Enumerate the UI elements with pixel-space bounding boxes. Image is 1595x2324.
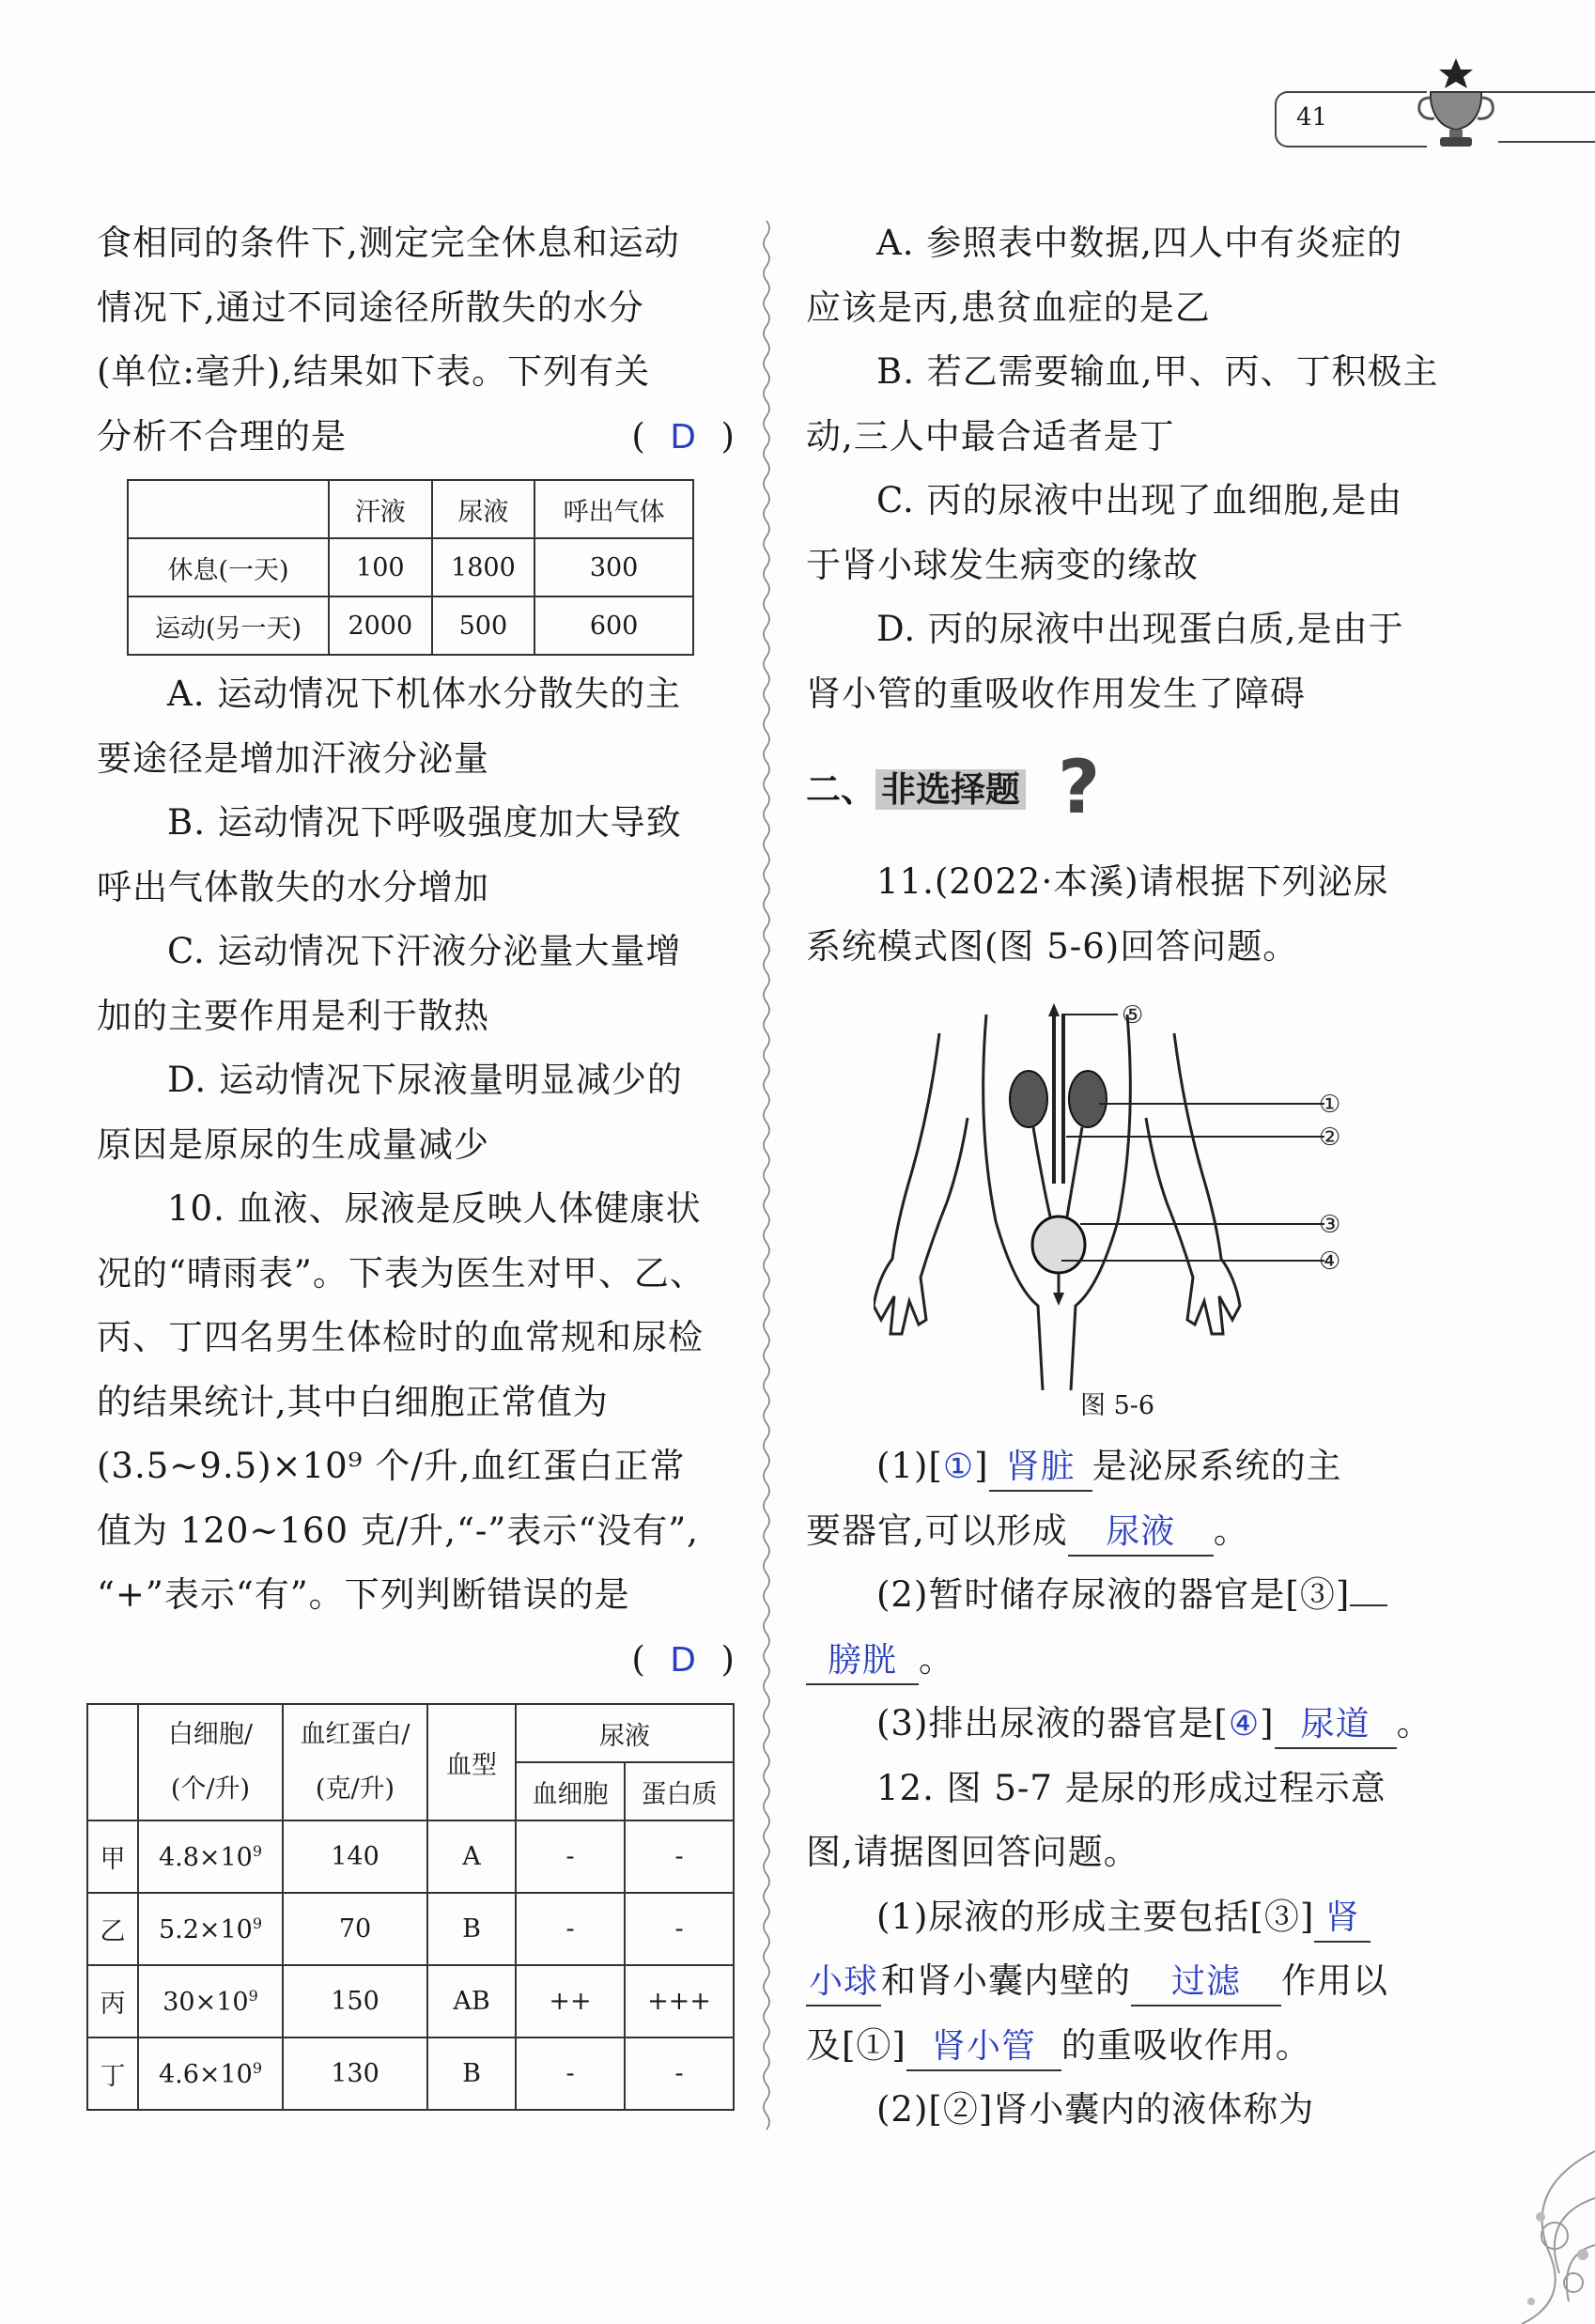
q11-2-line2 [806,1628,1445,1693]
exponent: 9 [248,1986,258,2005]
text: 及[①] [806,2024,906,2066]
table-row [87,1893,734,1965]
option-line: 应该是丙,患贫血症的是乙 [806,287,1211,328]
q10-line: 丙、丁四名男生体检时的血常规和尿检 [97,1317,704,1357]
header-wbc: 白细胞/ [167,1720,254,1749]
water-loss-table [127,479,694,656]
text: 作用以 [1281,1960,1388,2001]
q10-line: “+”表示“有”。下列判断错误的是 [97,1574,630,1615]
table-cell: - [516,2037,625,2110]
table-cell: 2000 [329,596,432,655]
table-cell: 150 [283,1965,427,2037]
table-row [87,1820,734,1893]
q9-line: 食相同的条件下,测定完全休息和运动 [97,223,680,263]
question-mark-icon [1050,747,1107,822]
table-cell: 丁 [87,2037,138,2110]
table-cell: ++ [516,1965,625,2037]
table-cell: 丙 [87,1965,138,2037]
header-wbc-unit: (个/升) [170,1774,251,1804]
trophy-icon [1414,56,1498,150]
table-cell [138,1965,283,2037]
table-cell: 甲 [87,1820,138,1893]
column-divider [761,221,772,2137]
table-cell: 70 [283,1893,427,1965]
q12-line: 12. 图 5-7 是尿的形成过程示意 [876,1767,1386,1808]
table-cell: 300 [534,538,693,596]
q11-line: 系统模式图(图 5-6)回答问题。 [806,925,1299,967]
section-prefix: 二、 [806,769,875,810]
table-cell: - [625,2037,734,2110]
option-line: A. 运动情况下机体水分散失的主 [167,674,682,714]
option-line: B. 若乙需要输血,甲、丙、丁积极主 [876,351,1439,392]
table-cell: 休息(一天) [128,538,329,596]
table-cell: A [427,1820,516,1893]
answer-blank[interactable]: 尿液 [1068,1513,1214,1557]
answer-blank[interactable]: 小球 [806,1963,881,2006]
q10-line: 10. 血液、尿液是反映人体健康状 [167,1188,702,1229]
text: 要器官,可以形成 [806,1510,1068,1551]
option-line: 呼出气体散失的水分增加 [97,866,489,907]
table-cell: B [427,1893,516,1965]
table-cell: 100 [329,538,432,596]
header-hb: 血红蛋白/ [300,1720,410,1749]
label-4: ④ [1319,1247,1341,1276]
table-cell: 140 [283,1820,427,1893]
option-line: C. 丙的尿液中出现了血细胞,是由 [876,480,1403,520]
table-cell [138,1893,283,1965]
table-cell: 1800 [432,538,535,596]
table-header: 蛋白质 [625,1762,734,1820]
q10-answer: D [670,1640,698,1680]
q10-line: 值为 120~160 克/升,“-”表示“没有”, [97,1510,699,1551]
option-line: 要途径是增加汗液分泌量 [97,737,489,779]
page-number: 41 [1296,103,1328,132]
q11-line: 11.(2022·本溪)请根据下列泌尿 [876,861,1389,902]
section-header [806,761,1026,812]
table-cell: - [625,1820,734,1893]
answer-blank[interactable]: 肾脏 [989,1449,1092,1492]
table-cell: B [427,2037,516,2110]
q11-3-line [806,1692,1445,1757]
option-line: B. 运动情况下呼吸强度加大导致 [167,802,682,843]
table-cell: - [516,1893,625,1965]
table-cell [138,1820,283,1893]
text: ] [974,1446,989,1486]
text: (2)暂时储存尿液的器官是[③] [876,1574,1351,1615]
text: (1)尿液的形成主要包括[③] [876,1896,1315,1937]
table-header: 汗液 [329,480,432,538]
answer-num: ① [942,1448,975,1486]
option-line: 原因是原尿的生成量减少 [97,1123,489,1165]
wbc-value: 30×10 [163,1987,249,2017]
q10-line: 况的“晴雨表”。下表为医生对甲、乙、 [97,1252,705,1294]
wbc-value: 4.8×10 [158,1842,253,1872]
q10-answer-line [97,1628,736,1693]
q12-1-line2 [806,1949,1445,2014]
table-row [87,2037,734,2110]
blank-continuation [1350,1563,1387,1606]
q10-line: (3.5~9.5)×10⁹ 个/升,血红蛋白正常 [97,1446,686,1486]
table-header: 尿液 [432,480,535,538]
table-cell [87,1704,138,1820]
q9-line: (单位:毫升),结果如下表。下列有关 [97,351,651,392]
q12-line: 图,请据图回答问题。 [806,1832,1139,1872]
exponent: 9 [252,1841,263,1860]
option-line: 加的主要作用是利于散热 [97,995,489,1036]
answer-blank[interactable]: 肾小管 [906,2028,1061,2071]
q10-answer-paren: ( D ) [631,1638,736,1680]
section-title: 非选择题 [875,769,1026,810]
table-cell: +++ [625,1965,734,2037]
urinary-system-diagram [874,996,1343,1390]
table-row [128,538,693,596]
table-cell [138,2037,283,2110]
q9-stem-end: 分析不合理的是 [97,415,347,457]
table-row [128,596,693,655]
table-cell: AB [427,1965,516,2037]
q9-options [97,662,736,1693]
table-header [283,1704,427,1820]
q12-1-line [806,1885,1445,1950]
table-row [87,1965,734,2037]
q9-answer-paren: ( D ) [631,415,736,457]
table-cell: 运动(另一天) [128,596,329,655]
q9-line [97,405,736,470]
label-2: ② [1319,1123,1341,1152]
header-hb-unit: (克/升) [315,1774,395,1804]
answer-blank[interactable]: 过滤 [1131,1963,1281,2006]
option-line: C. 运动情况下汗液分泌量大量增 [167,931,682,971]
option-line: D. 丙的尿液中出现蛋白质,是由于 [876,609,1404,649]
figure-caption: 图 5-6 [1080,1391,1155,1420]
header-rule-lower [1498,141,1595,143]
text: 。 [1396,1703,1432,1743]
q10-line: 的结果统计,其中白细胞正常值为 [97,1381,609,1422]
label-3: ③ [1319,1211,1341,1239]
q11-stem [806,850,1445,979]
option-line: 动,三人中最合适者是丁 [806,415,1175,457]
table-cell: 乙 [87,1893,138,1965]
option-line: 肾小管的重吸收作用发生了障碍 [806,673,1306,714]
q11-1-line [806,1434,1445,1499]
table-cell: - [516,1820,625,1893]
wbc-value: 4.6×10 [158,2059,253,2089]
q11-2-line [806,1563,1445,1628]
text: 和肾小囊内壁的 [881,1960,1131,2001]
option-line: 于肾小球发生病变的缘故 [806,544,1199,585]
label-5: ⑤ [1122,1001,1144,1030]
q11-1-line2 [806,1499,1445,1564]
text: (1)[ [876,1446,943,1486]
q12-2-line: (2)[②]肾小囊内的液体称为 [876,2089,1315,2130]
table-cell: 500 [432,596,535,655]
answer-blank[interactable]: 膀胱 [806,1642,919,1685]
text: 。 [919,1638,954,1680]
right-column [806,211,1445,726]
q9-line: 情况下,通过不同途径所散失的水分 [97,287,644,328]
exponent: 9 [252,1913,263,1932]
q9-answer: D [670,417,698,457]
table-header: 血型 [427,1704,516,1820]
left-column [97,211,736,470]
q11-subquestions [806,1434,1445,2143]
svg-text:?: ? [1058,747,1101,822]
option-line: A. 参照表中数据,四人中有炎症的 [876,223,1403,263]
table-header [138,1704,283,1820]
table-header: 血细胞 [516,1762,625,1820]
answer-blank[interactable]: 肾 [1314,1899,1370,1943]
text: ] [1260,1703,1275,1743]
table-header: 呼出气体 [534,480,693,538]
answer-num: ④ [1228,1705,1261,1743]
table-header: 尿液 [516,1704,734,1762]
table-cell [128,480,329,538]
table-cell: 600 [534,596,693,655]
wbc-value: 5.2×10 [158,1914,253,1944]
option-line: D. 运动情况下尿液量明显减少的 [167,1060,683,1100]
exponent: 9 [252,2058,263,2077]
text: 的重吸收作用。 [1061,2024,1311,2066]
text: 是泌尿系统的主 [1092,1446,1342,1486]
table-cell: 130 [283,2037,427,2110]
answer-blank[interactable]: 尿道 [1275,1706,1397,1749]
table-row [128,480,693,538]
text: (3)排出尿液的器官是[ [876,1703,1229,1743]
label-1: ① [1319,1091,1341,1119]
blood-test-table [86,1703,735,2111]
text: 。 [1213,1510,1249,1551]
floral-decoration-icon [1409,2114,1595,2324]
table-cell: - [625,1893,734,1965]
q12-1-line3 [806,2014,1445,2079]
table-row [87,1704,734,1762]
